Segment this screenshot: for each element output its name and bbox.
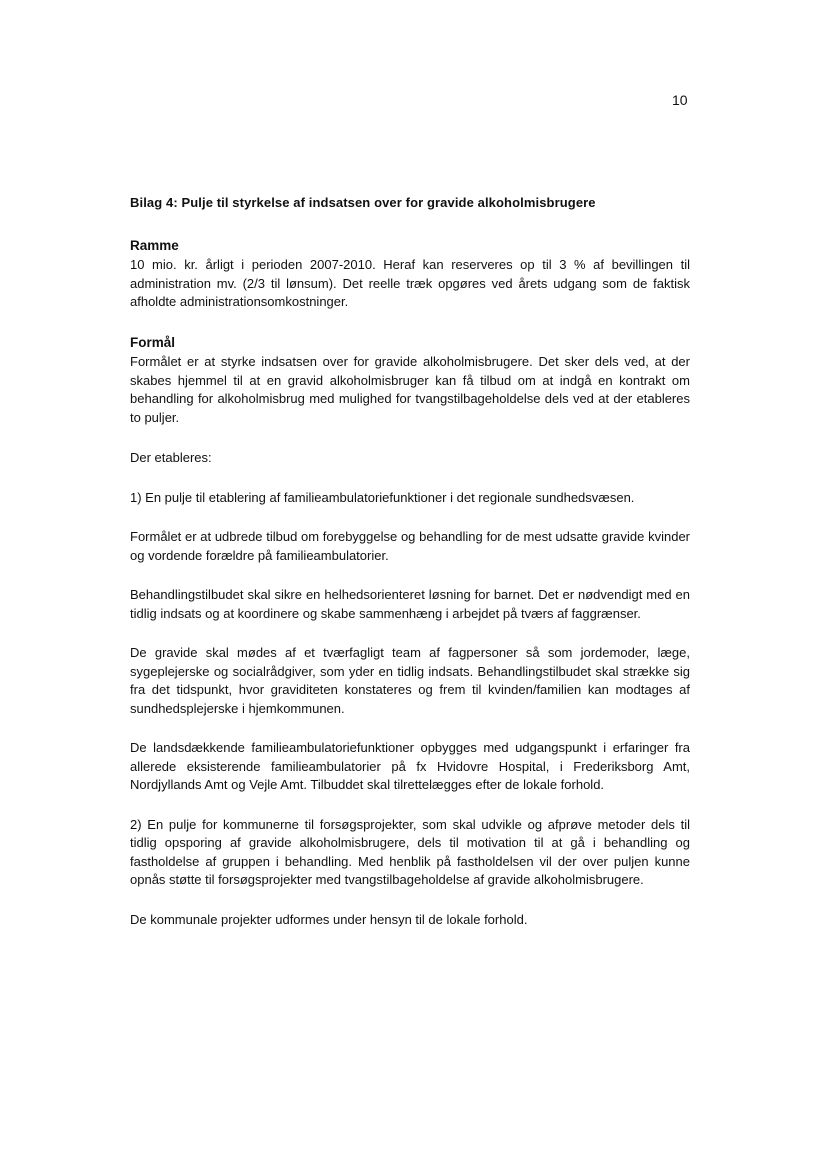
document-body [130,194,690,950]
paragraph: 2) En pulje for kommunerne til forsøgsprojekter, som skal udvikle og afprøve metoder dels til tidlig opsporing af gravide alkoholmisbrugere, dels til motivation til at gå i behandling og fastholdelse af gruppen i behandling. Med henblik på fastholdelsen vil der over puljen kunne opnås støtte til forsøgsprojekter med tvangstilbageholdelse af gravide alkoholmisbrugere. [130,816,690,887]
document-title: Bilag 4: Pulje til styrkelse af indsatsen over for gravide alkoholmisbrugere [130,195,596,210]
section-ramme [130,237,690,312]
page-number: 10 [672,92,688,108]
paragraph: Behandlingstilbudet skal sikre en helhedsorienteret løsning for barnet. Det er nødvendigt med en tidlig indsats og at koordinere og skabe sammenhæng i arbejdet på tværs af faggrænser. [130,587,690,621]
paragraph: De gravide skal mødes af et tværfagligt team af fagpersoner så som jordemoder, læge, sygeplejerske og socialrådgiver, som yder en tidlig indsats. Behandlingstilbudet skal strække sig fra det tidspunkt, hvor graviditeten konstateres og frem til kvinden/familien kan modtages af sundhedsplejerske i hjemkommunen. [130,645,690,716]
paragraph: De landsdækkende familieambulatoriefunktioner opbygges med udgangspunkt i erfaringer fra allerede eksisterende familieambulatorier på fx Hvidovre Hospital, i Frederiksborg Amt, Nordjyllands Amt og Vejle Amt. Tilbuddet skal tilrettelægges efter de lokale forhold. [130,740,690,792]
section-formaal [130,334,690,428]
section-heading-formaal: Formål [130,334,176,350]
section-text-ramme: 10 mio. kr. årligt i perioden 2007-2010. Heraf kan reserveres op til 3 % af bevillingen til administration mv. (2/3 til lønsum). Det reelle træk opgøres ved årets udgang som de faktisk afholdte administrationsomkostninger. [130,257,690,309]
section-heading-ramme: Ramme [130,237,179,253]
section-text-formaal: Formålet er at styrke indsatsen over for gravide alkoholmisbrugere. Det sker dels ved, at der skabes hjemmel til at en gravid alkoholmisbruger kan få tilbud om at indgå en kontrakt om behandling for alkoholmisbrug med mulighed for tvangstilbageholdelse dels ved at der etableres to puljer. [130,354,690,425]
paragraph: Formålet er at udbrede tilbud om forebyggelse og behandling for de mest udsatte gravide kvinder og vordende forældre på familieambulatorier. [130,529,690,563]
paragraph: 1) En pulje til etablering af familieambulatoriefunktioner i det regionale sundhedsvæsen. [130,489,635,505]
paragraph: De kommunale projekter udformes under hensyn til de lokale forhold. [130,911,528,927]
paragraph: Der etableres: [130,450,212,465]
